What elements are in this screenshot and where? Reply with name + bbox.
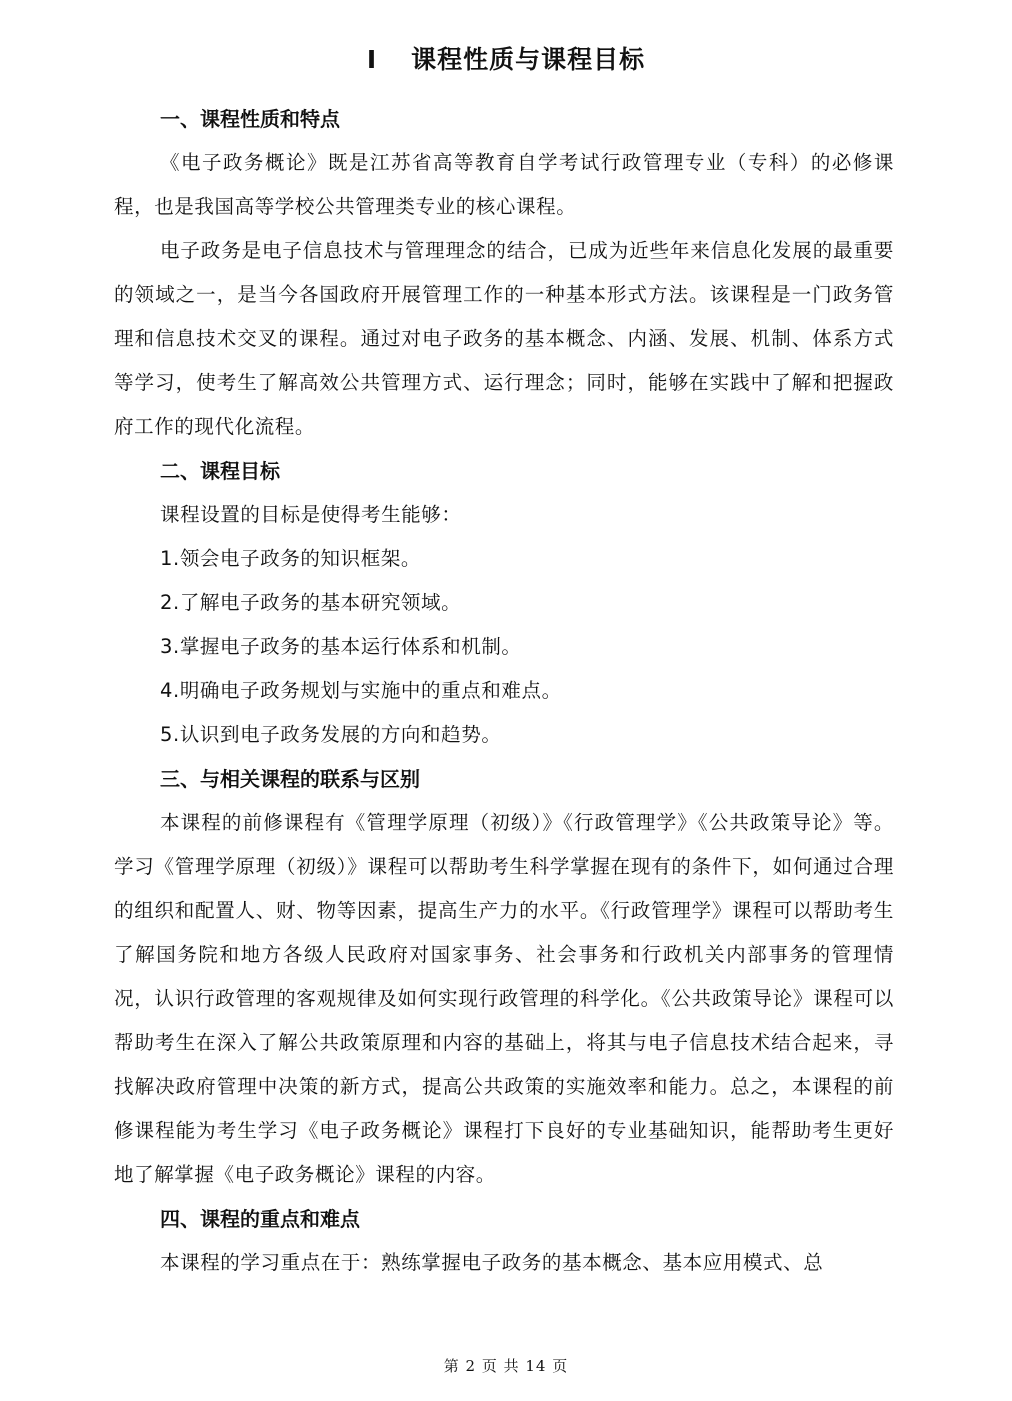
list-item xyxy=(114,581,894,625)
document-body xyxy=(114,97,894,1285)
list-item xyxy=(114,669,894,713)
section-heading-goals: 二、课程目标 xyxy=(160,459,280,483)
paragraph: 本课程的前修课程有《管理学原理（初级）》《行政管理学》《公共政策导论》等。学习《管理学原理（初级）》课程可以帮助考生科学掌握在现有的条件下，如何通过合理的组织和配置人、财、物等因素，提高生产力的水平。《行政管理学》课程可以帮助考生了解国务院和地方各级人民政府对国家事务、社会事务和行政机关内部事务的管理情况，认识行政管理的客观规律及如何实现行政管理的科学化。《公共政策导论》课程可以帮助考生在深入了解公共政策原理和内容的基础上，将其与电子信息技术结合起来，寻找解决政府管理中决策的新方式，提高公共政策的实施效率和能力。总之，本课程的前修课程能为考生学习《电子政务概论》课程打下良好的专业基础知识，能帮助考生更好地了解掌握《电子政务概论》课程的内容。 xyxy=(114,811,894,1186)
list-item-text: 认识到电子政务发展的方向和趋势。 xyxy=(179,723,502,746)
list-item-number: 4. xyxy=(160,679,180,702)
list-item-text: 掌握电子政务的基本运行体系和机制。 xyxy=(179,635,522,658)
goals-intro: 课程设置的目标是使得考生能够： xyxy=(160,503,462,526)
section-heading-key-points: 四、课程的重点和难点 xyxy=(160,1207,360,1231)
section-heading-relations: 三、与相关课程的联系与区别 xyxy=(160,767,420,791)
list-item-text: 了解电子政务的基本研究领域。 xyxy=(179,591,462,614)
list-item-text: 领会电子政务的知识框架。 xyxy=(179,547,422,570)
list-item xyxy=(114,537,894,581)
chapter-title-text: 课程性质与课程目标 xyxy=(411,45,646,74)
list-item-number: 1. xyxy=(160,547,180,570)
section-heading-nature: 一、课程性质和特点 xyxy=(160,107,340,131)
list-item-number: 2. xyxy=(160,591,180,614)
list-item-number: 3. xyxy=(160,635,180,658)
page-footer: 第 2 页 共 14 页 xyxy=(443,1357,569,1375)
list-item-text: 明确电子政务规划与实施中的重点和难点。 xyxy=(179,679,562,702)
paragraph: 本课程的学习重点在于：熟练掌握电子政务的基本概念、基本应用模式、总 xyxy=(160,1251,824,1274)
list-item xyxy=(114,713,894,757)
paragraph: 电子政务是电子信息技术与管理理念的结合，已成为近些年来信息化发展的最重要的领域之一，是当今各国政府开展管理工作的一种基本形式方法。该课程是一门政务管理和信息技术交叉的课程。通过对电子政务的基本概念、内涵、发展、机制、体系方式等学习，使考生了解高效公共管理方式、运行理念；同时，能够在实践中了解和把握政府工作的现代化流程。 xyxy=(114,239,894,438)
list-item-number: 5. xyxy=(160,723,180,746)
chapter-number: I xyxy=(366,45,378,74)
paragraph: 《电子政务概论》既是江苏省高等教育自学考试行政管理专业（专科）的必修课程，也是我国高等学校公共管理类专业的核心课程。 xyxy=(114,151,894,218)
list-item xyxy=(114,625,894,669)
chapter-title xyxy=(0,42,1012,78)
